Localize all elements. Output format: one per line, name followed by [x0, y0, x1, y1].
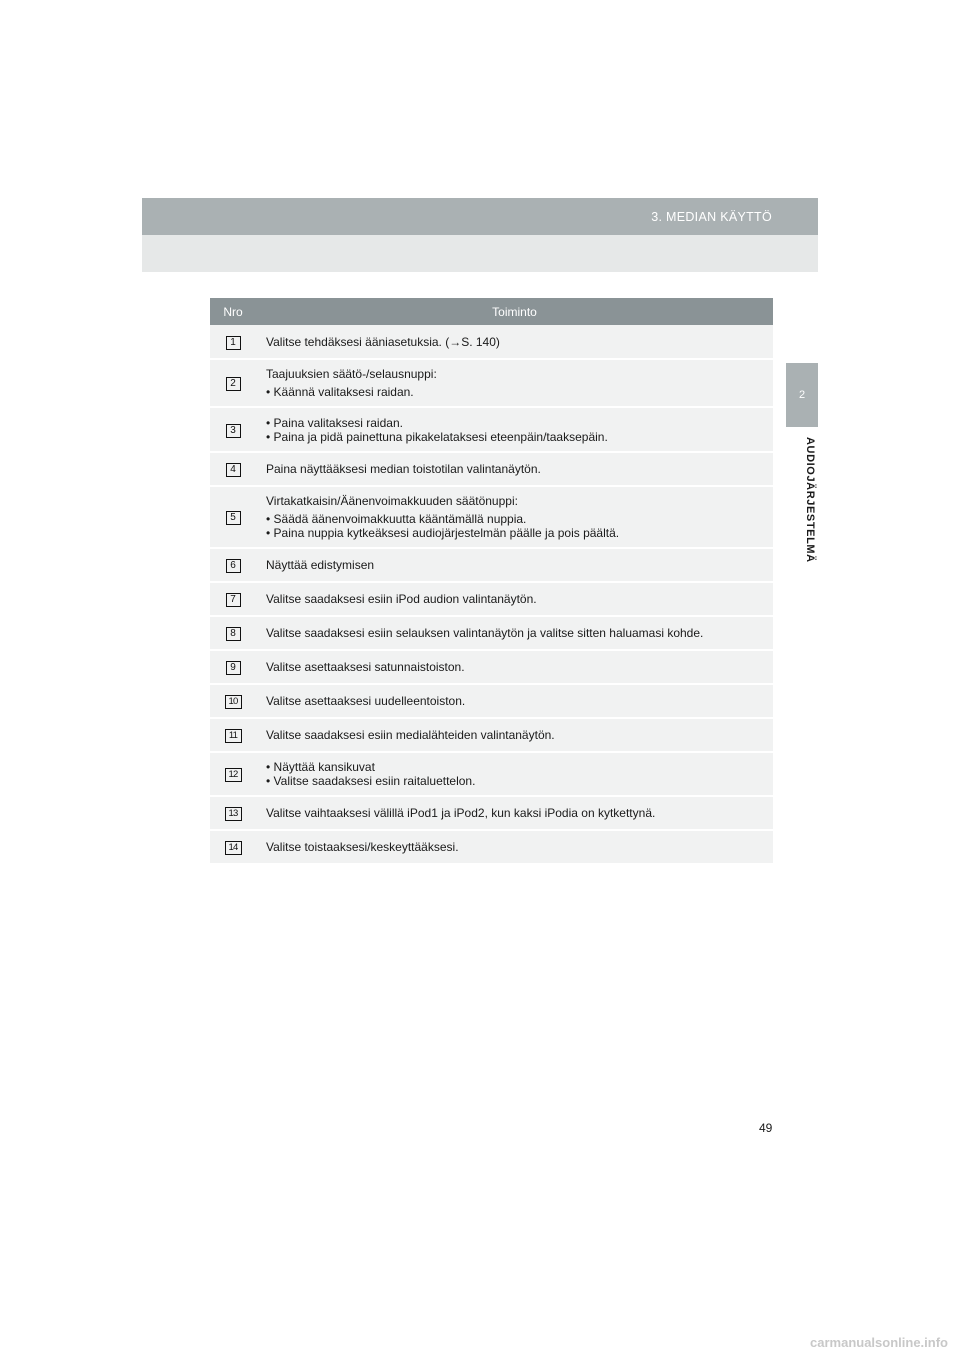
- bullet-item: • Käännä valitaksesi raidan.: [266, 385, 763, 399]
- row-number-cell: [210, 407, 256, 452]
- row-number-box: 11: [225, 729, 242, 743]
- row-description-cell: [256, 359, 773, 407]
- chapter-label: AUDIOJÄRJESTELMÄ: [804, 437, 816, 563]
- table-row: [210, 452, 773, 486]
- bullet-item: • Näyttää kansikuvat: [266, 760, 763, 774]
- description-text: Valitse toistaaksesi/keskeyttääksesi.: [266, 840, 459, 854]
- row-number-box: 4: [226, 463, 241, 477]
- row-number-box: 7: [226, 593, 241, 607]
- table-body: [210, 325, 773, 864]
- watermark: carmanualsonline.info: [810, 1335, 948, 1350]
- row-number-box: 10: [225, 695, 242, 709]
- row-description-cell: [256, 407, 773, 452]
- function-table: [210, 298, 773, 865]
- description-text: Valitse vaihtaaksesi välillä iPod1 ja iPod2, kun kaksi iPodia on kytkettynä.: [266, 806, 656, 820]
- row-number-box: 13: [225, 807, 242, 821]
- row-number-cell: [210, 684, 256, 718]
- row-number-cell: [210, 718, 256, 752]
- row-description-cell: [256, 486, 773, 548]
- row-description-cell: [256, 650, 773, 684]
- table-row: [210, 684, 773, 718]
- row-number-box: 9: [226, 661, 241, 675]
- row-number-box: 1: [226, 336, 241, 350]
- page-number: 49: [759, 1121, 773, 1135]
- row-description-cell: [256, 582, 773, 616]
- description-text: Näyttää edistymisen: [266, 558, 375, 572]
- bullet-item: • Paina valitaksesi raidan.: [266, 416, 763, 430]
- row-number-cell: [210, 650, 256, 684]
- bullet-item: • Paina ja pidä painettuna pikakelataksesi eteenpäin/taaksepäin.: [266, 430, 763, 444]
- bullet-item: • Valitse saadaksesi esiin raitaluettelon.: [266, 774, 763, 788]
- table-row: [210, 582, 773, 616]
- row-number-cell: [210, 486, 256, 548]
- row-number-cell: [210, 325, 256, 359]
- bullet-item: • Paina nuppia kytkeäksesi audiojärjestelmän päälle ja pois päältä.: [266, 526, 763, 540]
- description-text: Valitse saadaksesi esiin iPod audion valintanäytön.: [266, 592, 537, 606]
- row-description-cell: [256, 752, 773, 796]
- row-description-cell: [256, 796, 773, 830]
- row-description-cell: [256, 830, 773, 864]
- row-number-box: 8: [226, 627, 241, 641]
- row-number-box: 12: [225, 768, 242, 782]
- row-description-cell: [256, 684, 773, 718]
- row-number-box: 14: [225, 841, 242, 855]
- description-text: Valitse saadaksesi esiin medialähteiden valintanäytön.: [266, 728, 555, 742]
- table-row: [210, 407, 773, 452]
- row-description-cell: [256, 452, 773, 486]
- table-row: [210, 650, 773, 684]
- row-number-cell: [210, 582, 256, 616]
- row-description-cell: [256, 718, 773, 752]
- chapter-number: 2: [798, 389, 806, 401]
- header-band: [142, 198, 818, 235]
- column-header-number: Nro: [210, 298, 256, 325]
- table-row: [210, 752, 773, 796]
- table-header-row: [210, 298, 773, 325]
- row-number-cell: [210, 359, 256, 407]
- row-number-cell: [210, 616, 256, 650]
- table-row: [210, 616, 773, 650]
- row-description-cell: [256, 548, 773, 582]
- description-text: Valitse asettaaksesi satunnaistoiston.: [266, 660, 465, 674]
- table-row: [210, 359, 773, 407]
- row-description-cell: [256, 325, 773, 359]
- description-text: Valitse asettaaksesi uudelleentoiston.: [266, 694, 466, 708]
- description-text: Valitse saadaksesi esiin selauksen valintanäytön ja valitse sitten haluamasi kohde.: [266, 626, 704, 640]
- row-number-cell: [210, 752, 256, 796]
- row-number-cell: [210, 830, 256, 864]
- description-text: Paina näyttääksesi median toistotilan valintanäytön.: [266, 462, 541, 476]
- column-header-function: Toiminto: [256, 298, 773, 325]
- table-row: [210, 718, 773, 752]
- row-number-box: 6: [226, 559, 241, 573]
- description-text: Valitse tehdäksesi ääniasetuksia. (→S. 140): [266, 334, 500, 349]
- row-number-box: 5: [226, 511, 241, 525]
- description-text: Virtakatkaisin/Äänenvoimakkuuden säätönuppi:: [266, 494, 518, 508]
- bullet-item: • Säädä äänenvoimakkuutta kääntämällä nuppia.: [266, 512, 763, 526]
- row-number-cell: [210, 548, 256, 582]
- table-row: [210, 486, 773, 548]
- table-row: [210, 325, 773, 359]
- row-number-cell: [210, 796, 256, 830]
- row-number-box: 2: [226, 377, 241, 391]
- description-text: Taajuuksien säätö-/selausnuppi:: [266, 367, 437, 381]
- row-number-cell: [210, 452, 256, 486]
- table-row: [210, 548, 773, 582]
- section-title: 3. MEDIAN KÄYTTÖ: [651, 210, 772, 224]
- table-row: [210, 830, 773, 864]
- table-row: [210, 796, 773, 830]
- row-number-box: 3: [226, 424, 241, 438]
- header-sub-band: [142, 235, 818, 272]
- row-description-cell: [256, 616, 773, 650]
- chapter-tab: [786, 363, 818, 427]
